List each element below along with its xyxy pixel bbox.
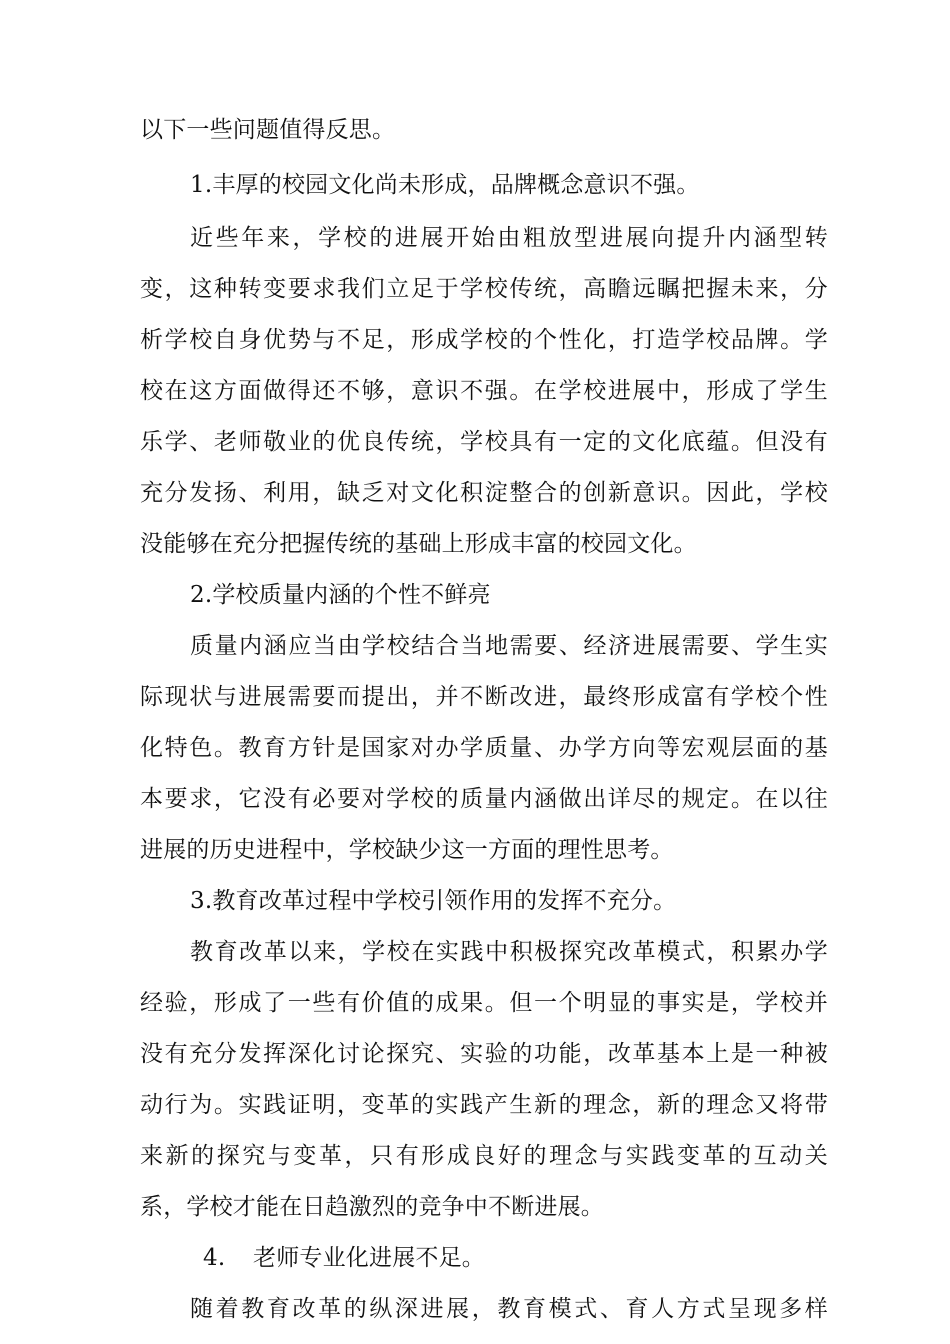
paragraph-intro-line: 以下一些问题值得反思。 <box>140 117 396 143</box>
paragraph-3-line: 来新的探究与变革，只有形成良好的理念与实践变革的互动关 <box>140 1143 828 1169</box>
paragraph-1-line: 校在这方面做得还不够，意识不强。在学校进展中，形成了学生 <box>140 378 828 404</box>
paragraph-2-line: 进展的历史进程中，学校缺少这一方面的理性思考。 <box>140 837 674 863</box>
heading-item-2: 2.学校质量内涵的个性不鲜亮 <box>190 582 491 608</box>
paragraph-2-line: 质量内涵应当由学校结合当地需要、经济进展需要、学生实 <box>190 633 828 659</box>
heading-item-4-number: 4. <box>203 1245 226 1271</box>
heading-item-4-text: 老师专业化进展不足。 <box>253 1245 485 1271</box>
paragraph-2-line: 化特色。教育方针是国家对办学质量、办学方向等宏观层面的基 <box>140 735 828 761</box>
heading-item-1: 1.丰厚的校园文化尚未形成，品牌概念意识不强。 <box>190 172 700 198</box>
paragraph-3-line: 没有充分发挥深化讨论探究、实验的功能，改革基本上是一种被 <box>140 1041 828 1067</box>
paragraph-1-line: 乐学、老师敬业的优良传统，学校具有一定的文化底蕴。但没有 <box>140 429 828 455</box>
paragraph-1-line: 没能够在充分把握传统的基础上形成丰富的校园文化。 <box>140 531 697 557</box>
paragraph-3-line: 系，学校才能在日趋激烈的竞争中不断进展。 <box>140 1194 604 1220</box>
paragraph-1-line: 近些年来，学校的进展开始由粗放型进展向提升内涵型转 <box>190 225 828 251</box>
heading-item-4 <box>203 1243 828 1273</box>
paragraph-1-line: 变，这种转变要求我们立足于学校传统，高瞻远瞩把握未来，分 <box>140 276 828 302</box>
heading-item-3: 3.教育改革过程中学校引领作用的发挥不充分。 <box>190 888 677 914</box>
paragraph-3-line: 教育改革以来，学校在实践中积极探究改革模式，积累办学 <box>190 939 828 965</box>
paragraph-2-line: 际现状与进展需要而提出，并不断改进，最终形成富有学校个性 <box>140 684 828 710</box>
paragraph-1-line: 析学校自身优势与不足，形成学校的个性化，打造学校品牌。学 <box>140 327 828 353</box>
paragraph-3-line: 经验，形成了一些有价值的成果。但一个明显的事实是，学校并 <box>140 990 828 1016</box>
paragraph-1-line: 充分发扬、利用，缺乏对文化积淀整合的创新意识。因此，学校 <box>140 480 828 506</box>
paragraph-4-line: 随着教育改革的纵深进展，教育模式、育人方式呈现多样 <box>190 1296 828 1322</box>
paragraph-2-line: 本要求，它没有必要对学校的质量内涵做出详尽的规定。在以往 <box>140 786 828 812</box>
paragraph-3-line: 动行为。实践证明，变革的实践产生新的理念，新的理念又将带 <box>140 1092 828 1118</box>
